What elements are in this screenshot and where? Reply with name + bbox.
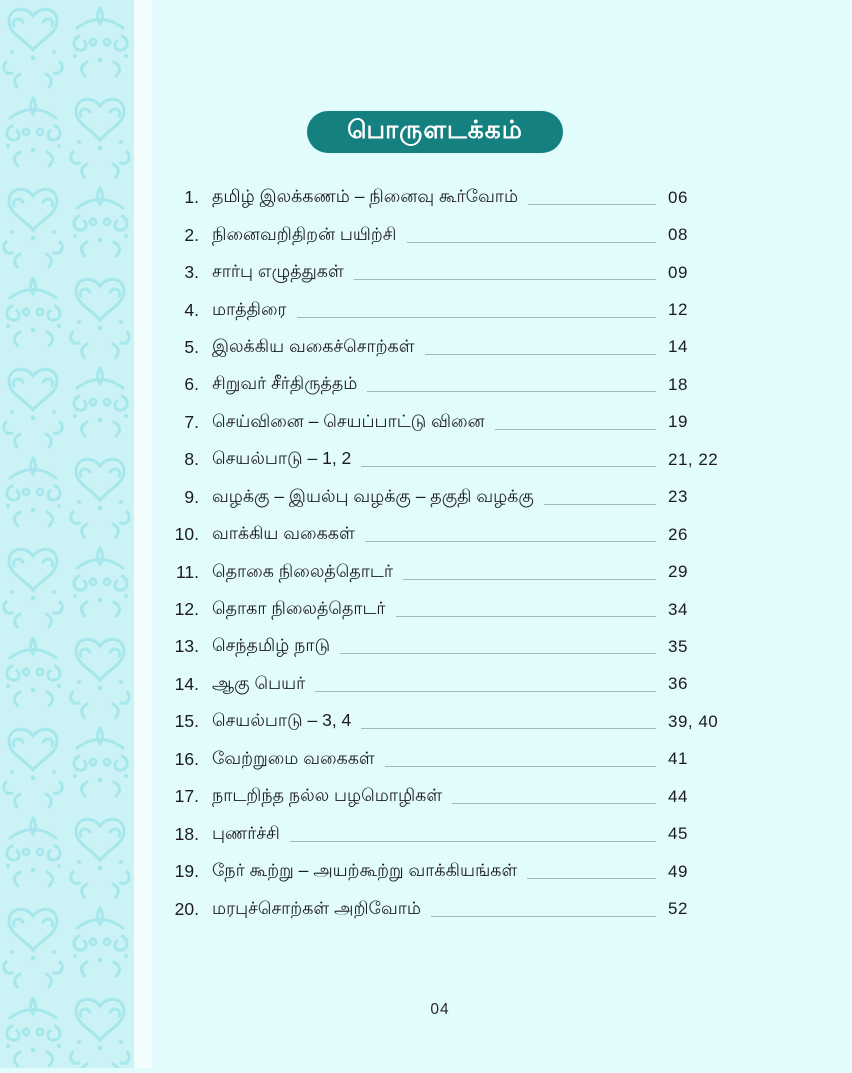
toc-item-number: 15. <box>174 711 199 732</box>
toc-item-title: இலக்கிய வகைச்சொற்கள் <box>212 335 415 356</box>
toc-item-page: 14 <box>668 337 688 357</box>
footer-page-number: 04 <box>430 1001 450 1018</box>
border-gap-band <box>134 0 152 1068</box>
toc-item-number: 13. <box>174 636 199 657</box>
toc-item-page: 06 <box>668 187 688 207</box>
toc-item-title: செய்வினை – செயப்பாட்டு வினை <box>212 410 485 431</box>
leader-line <box>527 878 656 879</box>
toc-row <box>165 778 742 815</box>
leader-line <box>544 504 656 505</box>
leader-line <box>361 466 656 467</box>
toc-item-title: நாடறிந்த நல்ல பழமொழிகள் <box>212 785 443 806</box>
toc-item-title: வழக்கு – இயல்பு வழக்கு – தகுதி வழக்கு <box>212 485 534 506</box>
leader-line <box>396 616 656 617</box>
toc-row <box>165 553 742 590</box>
toc-item-number: 11. <box>175 561 199 582</box>
toc-row <box>165 628 742 665</box>
contents-title-pill <box>307 111 563 153</box>
toc-item-title: நினைவறிதிறன் பயிற்சி <box>212 223 397 244</box>
toc-item-number: 2. <box>184 224 199 245</box>
toc-row <box>165 366 742 403</box>
toc-row <box>165 179 742 216</box>
damask-pattern-icon <box>0 0 134 1068</box>
toc-row <box>165 479 742 516</box>
leader-line <box>407 242 656 243</box>
toc-row <box>165 890 742 927</box>
table-of-contents <box>165 179 742 928</box>
leader-line <box>297 317 656 318</box>
toc-item-page: 09 <box>668 262 688 282</box>
leader-line <box>354 279 656 280</box>
leader-line <box>340 653 656 654</box>
leader-line <box>495 429 656 430</box>
toc-item-page: 12 <box>668 300 688 320</box>
toc-item-number: 4. <box>184 299 199 320</box>
toc-item-page: 29 <box>668 562 688 582</box>
leader-line <box>290 841 656 842</box>
toc-item-number: 3. <box>184 262 199 283</box>
toc-item-title: மரபுச்சொற்கள் அறிவோம் <box>212 897 421 918</box>
toc-item-title: புணர்ச்சி <box>212 822 280 843</box>
toc-item-title: நேர் கூற்று – அயற்கூற்று வாக்கியங்கள் <box>212 860 518 881</box>
toc-item-number: 8. <box>184 449 199 470</box>
toc-item-page: 49 <box>668 861 688 881</box>
toc-item-title: தொகை நிலைத்தொடர் <box>212 560 393 581</box>
toc-item-number: 7. <box>184 411 199 432</box>
toc-item-page: 23 <box>668 487 688 507</box>
toc-item-title: தொகா நிலைத்தொடர் <box>212 598 386 619</box>
toc-item-number: 5. <box>184 336 199 357</box>
toc-item-page: 45 <box>668 824 688 844</box>
leader-line <box>365 541 656 542</box>
toc-item-page: 08 <box>668 225 688 245</box>
page-footer <box>0 1001 852 1019</box>
toc-row <box>165 591 742 628</box>
toc-row <box>165 441 742 478</box>
toc-item-title: சார்பு எழுத்துகள் <box>212 261 344 282</box>
toc-item-page: 41 <box>668 749 688 769</box>
toc-item-page: 34 <box>668 599 688 619</box>
toc-item-number: 1. <box>184 187 199 208</box>
damask-border <box>0 0 134 1068</box>
leader-line <box>452 803 656 804</box>
toc-item-page: 18 <box>668 374 688 394</box>
toc-row <box>165 329 742 366</box>
toc-item-page: 36 <box>668 674 688 694</box>
leader-line <box>431 916 656 917</box>
toc-item-number: 20. <box>174 898 199 919</box>
toc-row <box>165 853 742 890</box>
toc-item-title: வேற்றுமை வகைகள் <box>212 747 375 768</box>
toc-row <box>165 404 742 441</box>
toc-item-title: சிறுவர் சீர்திருத்தம் <box>212 373 358 394</box>
leader-line <box>385 766 656 767</box>
toc-item-page: 19 <box>668 412 688 432</box>
leader-line <box>315 691 656 692</box>
toc-item-page: 21, 22 <box>668 449 719 469</box>
toc-item-page: 52 <box>668 899 688 919</box>
toc-row <box>165 291 742 328</box>
toc-item-number: 19. <box>174 861 199 882</box>
toc-row <box>165 703 742 740</box>
toc-row <box>165 254 742 291</box>
toc-item-title: செயல்பாடு – 1, 2 <box>212 448 352 469</box>
page-title: பொருளடக்கம் <box>347 116 523 144</box>
toc-row <box>165 516 742 553</box>
toc-item-title: தமிழ் இலக்கணம் – நினைவு கூர்வோம் <box>212 186 519 207</box>
toc-item-number: 10. <box>174 524 199 545</box>
toc-row <box>165 666 742 703</box>
toc-item-title: வாக்கிய வகைகள் <box>212 523 355 544</box>
toc-item-title: ஆகு பெயர் <box>212 672 306 693</box>
toc-item-number: 17. <box>174 786 199 807</box>
leader-line <box>528 204 656 205</box>
leader-line <box>403 579 656 580</box>
toc-item-title: மாத்திரை <box>212 298 287 319</box>
toc-item-page: 39, 40 <box>668 711 719 731</box>
toc-item-number: 12. <box>174 599 199 620</box>
toc-row <box>165 815 742 852</box>
leader-line <box>425 354 657 355</box>
leader-line <box>361 728 656 729</box>
toc-row <box>165 741 742 778</box>
leader-line <box>367 391 656 392</box>
toc-item-number: 18. <box>174 823 199 844</box>
toc-item-number: 16. <box>174 748 199 769</box>
toc-item-title: செயல்பாடு – 3, 4 <box>212 710 352 731</box>
toc-item-number: 6. <box>184 374 199 395</box>
toc-item-page: 35 <box>668 636 688 656</box>
toc-row <box>165 216 742 253</box>
toc-item-page: 26 <box>668 524 688 544</box>
toc-item-number: 9. <box>184 486 199 507</box>
toc-item-title: செந்தமிழ் நாடு <box>212 635 331 656</box>
toc-item-page: 44 <box>668 786 688 806</box>
toc-item-number: 14. <box>174 673 199 694</box>
